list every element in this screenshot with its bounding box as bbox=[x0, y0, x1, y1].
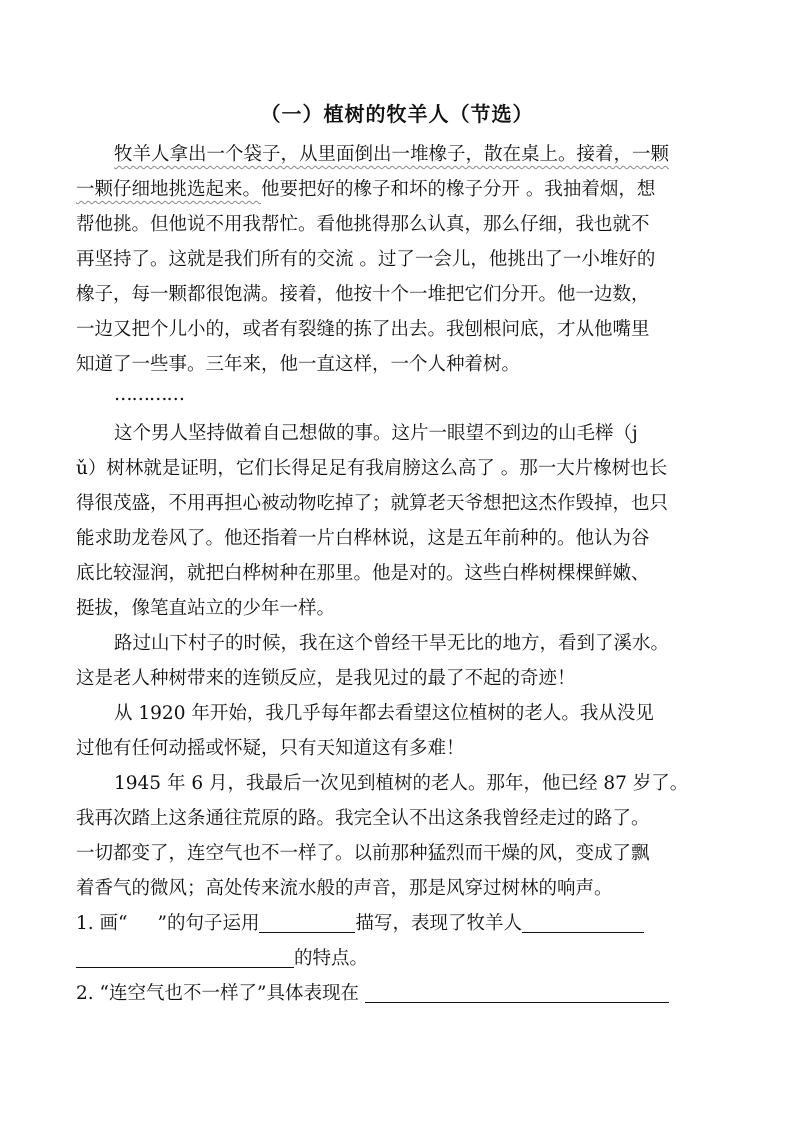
paragraph-1-line: 再坚持了。这就是我们所有的交流 。过了一会儿，他挑出了一小堆好的 bbox=[76, 249, 656, 270]
paragraph-2-line: 挺拔，像笔直站立的少年一样。 bbox=[76, 598, 336, 619]
paragraph-2-line: ǔ）树林就是证明，它们长得足足有我肩膀这么高了 。那一大片橡树也长 bbox=[76, 458, 668, 479]
question-2: 2. “连空气也不一样了”具体表现在 bbox=[76, 979, 669, 1005]
paragraph-2-line: 这个男人坚持做着自己想做的事。这片一眼望不到边的山毛榉（j bbox=[114, 423, 638, 444]
answer-blank-trait-1[interactable] bbox=[522, 912, 644, 933]
paragraph-2-line: 能求助龙卷风了。他还指着一片白桦林说，这是五年前种的。他认为谷 bbox=[76, 528, 650, 549]
question-1: 1. 画“ ”的句子运用 描写，表现了牧羊人 bbox=[76, 909, 644, 935]
paragraph-1-line: 牧羊人拿出一个袋子，从里面倒出一堆橡子，散在桌上。接着，一颗 bbox=[114, 144, 670, 165]
paragraph-4-line: 从 1920 年开始，我几乎每年都去看望这位植树的老人。我从没见 bbox=[114, 703, 654, 724]
paragraph-5-line: 着香气的微风；高处传来流水般的声音，那是风穿过树林的响声。 bbox=[76, 878, 613, 899]
paragraph-2-line: 底比较湿润，就把白桦树种在那里。他是对的。这些白桦树棵棵鲜嫩、 bbox=[76, 563, 650, 584]
paragraph-1-line: 橡子，每一颗都很饱满。接着，他按十个一堆把它们分开。他一边数， bbox=[76, 284, 650, 305]
question-1-continued: 的特点。 bbox=[76, 944, 368, 970]
paragraph-3-line: 这是老人种树带来的连锁反应，是我见过的最了不起的奇迹！ bbox=[76, 668, 576, 689]
paragraph-1-line: 知道了一些事。三年来，他一直这样，一个人种着树。 bbox=[76, 354, 521, 375]
wavy-line-marker bbox=[128, 915, 158, 931]
answer-blank-air-change[interactable] bbox=[365, 982, 669, 1003]
passage-title: （一）植树的牧羊人（节选） bbox=[260, 102, 534, 126]
paragraph-5-line: 我再次踏上这条通往荒原的路。我完全认不出这条我曾经走过的路了。 bbox=[76, 808, 650, 829]
ellipsis: ………… bbox=[114, 384, 184, 405]
paragraph-2-line: 得很茂盛，不用再担心被动物吃掉了；就算老天爷想把这杰作毁掉，也只 bbox=[76, 493, 669, 514]
paragraph-4-line: 过他有任何动摇或怀疑，只有天知道这有多难！ bbox=[76, 738, 465, 759]
paragraph-3-line: 路过山下村子的时候，我在这个曾经干旱无比的地方，看到了溪水。 bbox=[114, 633, 670, 654]
answer-blank-trait-2[interactable] bbox=[76, 947, 294, 968]
paragraph-1-line: 一边又把个儿小的，或者有裂缝的拣了出去。我刨根问底，才从他嘴里 bbox=[76, 319, 650, 340]
paragraph-1-line: 帮他挑。但他说不用我帮忙。看他挑得那么认真，那么仔细，我也就不 bbox=[76, 214, 650, 235]
question-number: 2. bbox=[76, 983, 94, 1004]
paragraph-5-line: 一切都变了，连空气也不一样了。以前那种猛烈而干燥的风，变成了飘 bbox=[76, 843, 650, 864]
paragraph-1-line: 一颗仔细地挑选起来。他要把好的橡子和坏的橡子分开 。我抽着烟，想 bbox=[76, 179, 656, 200]
paragraph-5-line: 1945 年 6 月，我最后一次见到植树的老人。那年，他已经 87 岁了。 bbox=[114, 773, 689, 794]
question-number: 1. bbox=[76, 913, 94, 934]
answer-blank-technique[interactable] bbox=[259, 912, 355, 933]
